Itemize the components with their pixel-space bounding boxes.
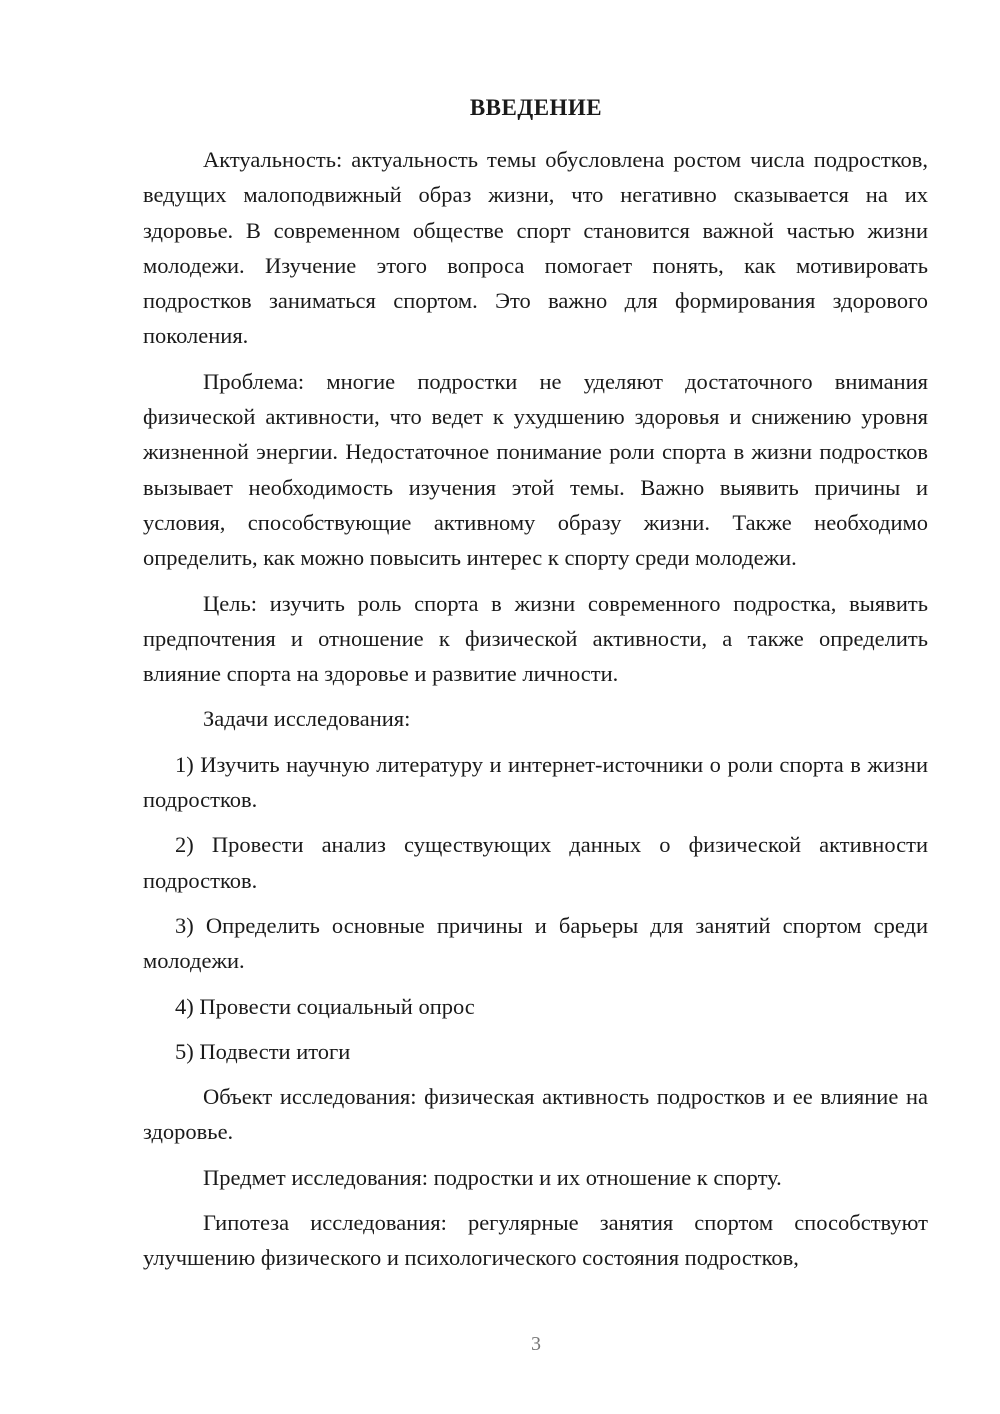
paragraph-object: Объект исследования: физическая активность подростков и ее влияние на здоровье. (143, 1084, 928, 1145)
task-item-5: 5) Подвести итоги (175, 1038, 351, 1064)
paragraph-subject: Предмет исследования: подростки и их отношение к спорту. (203, 1164, 782, 1190)
task-item-1: 1) Изучить научную литературу и интернет-источники о роли спорта в жизни подростков. (143, 751, 928, 813)
section-heading: ВВЕДЕНИЕ (469, 95, 603, 120)
task-item-4: 4) Провести социальный опрос (175, 993, 475, 1019)
page-number: 3 (531, 1333, 541, 1355)
paragraph-relevance: Актуальность: актуальность темы обусловлена ростом числа подростков, ведущих малоподвижный образ жизни, что негативно сказывается на их здоровье. В современном обществе спорт становится важной частью жизни молодежи. Изучение этого вопроса помогает понять, как мотивировать подростков заниматься спортом. Это важно для формирования здорового поколения. (143, 147, 928, 349)
task-item-3: 3) Определить основные причины и барьеры для занятий спортом среди молодежи. (143, 912, 928, 974)
task-item-2: 2) Провести анализ существующих данных о физической активности подростков. (143, 832, 928, 893)
tasks-heading: Задачи исследования: (203, 706, 411, 732)
paragraph-hypothesis: Гипотеза исследования: регулярные занятия спортом способствуют улучшению физического и психологического состояния подростков, (143, 1210, 928, 1271)
paragraph-goal: Цель: изучить роль спорта в жизни современного подростка, выявить предпочтения и отношение к физической активности, а также определить влияние спорта на здоровье и развитие личности. (143, 590, 928, 687)
paragraph-problem: Проблема: многие подростки не уделяют достаточного внимания физической активности, что ведет к ухудшению здоровья и снижению уровня жизненной энергии. Недостаточное понимание роли спорта в жизни подростков вызывает необходимость изучения этой темы. Важно выявить причины и условия, способствующие активному образу жизни. Также необходимо определить, как можно повысить интерес к спорту среди молодежи. (143, 368, 928, 571)
body-text (143, 142, 928, 1286)
